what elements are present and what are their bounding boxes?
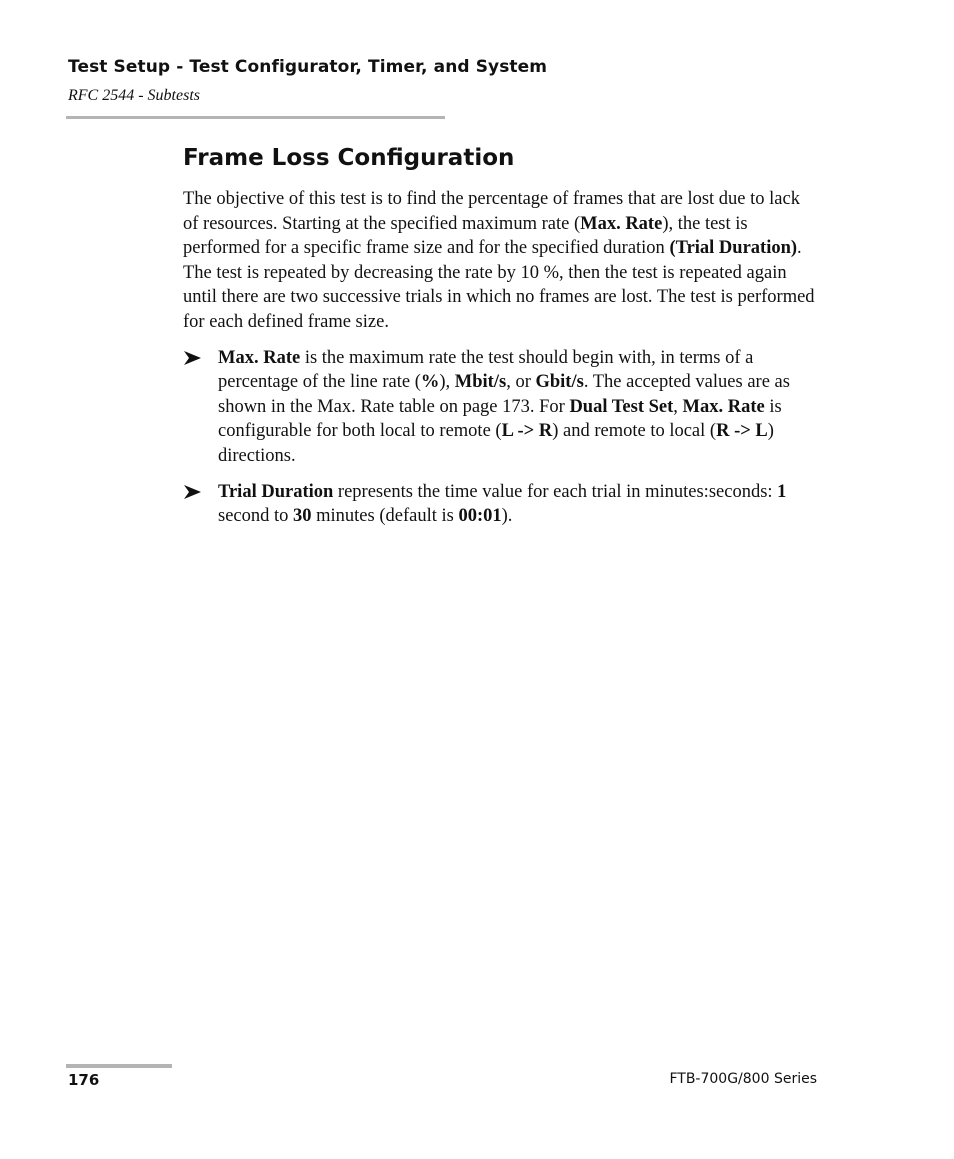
running-header-subtitle: RFC 2544 - Subtests bbox=[68, 87, 200, 104]
bullet-list bbox=[183, 346, 819, 529]
section-heading: Frame Loss Configuration bbox=[183, 145, 515, 171]
bold-term: Mbit/s bbox=[454, 372, 507, 393]
bold-term: Max. Rate bbox=[682, 396, 765, 417]
footer-divider bbox=[66, 1064, 172, 1068]
bullet-text bbox=[218, 348, 790, 466]
text-run: minutes (default is bbox=[311, 506, 459, 527]
arrowhead-bullet-icon bbox=[184, 485, 201, 499]
page-number: 176 bbox=[68, 1071, 100, 1089]
bold-term: Dual Test Set bbox=[569, 396, 674, 417]
text-run: second to bbox=[218, 506, 294, 527]
text-run: . The accepted values are as shown in the Max. Rate table on page 173. For bbox=[218, 372, 790, 417]
bold-term: Max. Rate bbox=[580, 213, 663, 234]
bold-term: L -> R bbox=[501, 421, 553, 442]
bullet-text bbox=[218, 482, 786, 527]
text-run: represents the time value for each trial in minutes:seconds: bbox=[333, 481, 778, 502]
text-run: ) directions. bbox=[218, 421, 774, 466]
arrowhead-bullet-icon bbox=[184, 351, 201, 365]
text-run: . The test is repeated by decreasing the rate by 10 %, then the test is repeated again until there are two successive trials in which no frames are lost. The test is performed for each defined frame size. bbox=[183, 238, 815, 332]
bold-term: % bbox=[420, 372, 440, 393]
text-run: ) and remote to local ( bbox=[552, 421, 717, 442]
bold-term: R -> L bbox=[716, 421, 768, 442]
text-run: is configurable for both local to remote ( bbox=[218, 396, 782, 442]
bold-term: Trial Duration bbox=[218, 481, 334, 502]
text-run: , bbox=[673, 396, 683, 417]
section-body bbox=[183, 187, 819, 540]
bold-term: 00:01 bbox=[458, 506, 502, 527]
text-run: The objective of this test is to find the percentage of frames that are lost due to lack of resources. Starting at the specified maximum rate ( bbox=[183, 189, 800, 234]
bold-term: Gbit/s bbox=[535, 372, 584, 393]
bold-term: 30 bbox=[293, 506, 312, 527]
text-run: ). bbox=[501, 506, 513, 527]
product-series: FTB-700G/800 Series bbox=[669, 1071, 817, 1087]
bullet-item-max-rate bbox=[183, 346, 819, 469]
bullet-item-trial-duration bbox=[183, 480, 819, 529]
header-divider bbox=[66, 116, 445, 119]
text-run: , or bbox=[506, 372, 536, 393]
running-header-title: Test Setup - Test Configurator, Timer, and System bbox=[68, 57, 548, 77]
bold-term: Max. Rate bbox=[218, 347, 301, 368]
bold-term: (Trial Duration) bbox=[669, 238, 798, 259]
text-run: is the maximum rate the test should begin with, in terms of a percentage of the line rate ( bbox=[218, 347, 754, 393]
intro-paragraph bbox=[183, 187, 819, 335]
text-run: ), bbox=[439, 372, 455, 393]
bold-term: 1 bbox=[777, 481, 787, 502]
text-run: ), the test is performed for a specific frame size and for the specified duration bbox=[183, 213, 748, 259]
